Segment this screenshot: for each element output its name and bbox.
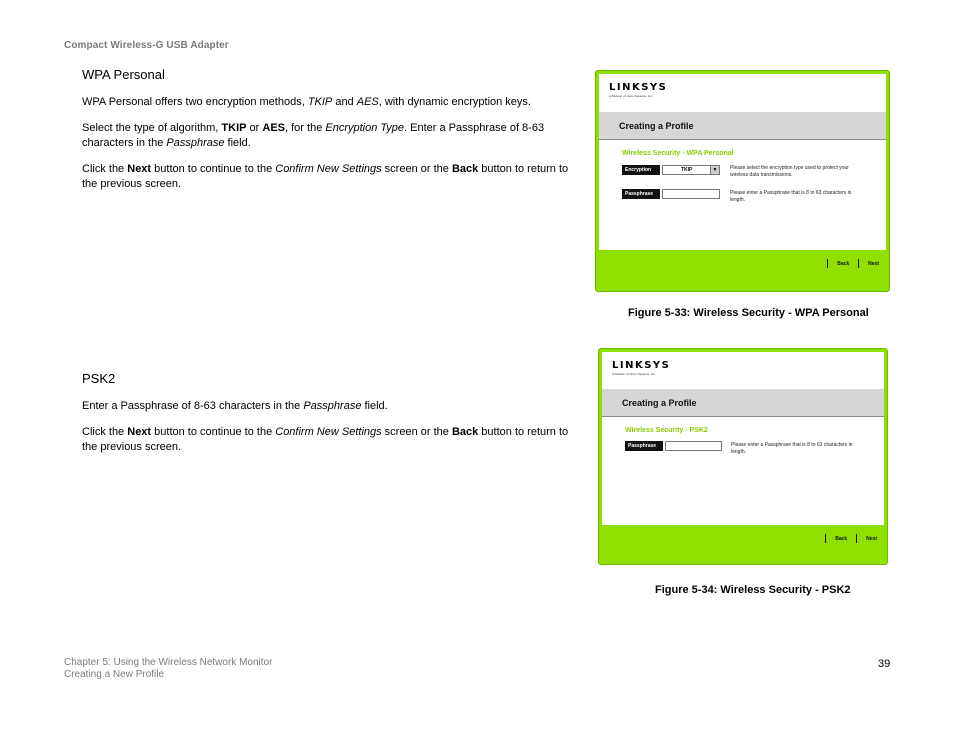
divider (856, 534, 857, 543)
running-header: Compact Wireless-G USB Adapter (64, 40, 229, 51)
profile-title-bar: Creating a Profile (599, 112, 886, 140)
wpa-paragraph-3: Click the Next button to continue to the Confirm New Settings screen or the Back button to return to the previous screen. (82, 163, 569, 190)
footer-section: Creating a New Profile (64, 669, 165, 680)
psk2-paragraph-1: Enter a Passphrase of 8-63 characters in the Passphrase field. (82, 400, 388, 412)
profile-title-bar: Creating a Profile (602, 389, 884, 417)
encryption-select[interactable]: TKIP ▼ (662, 165, 720, 175)
figure-5-33-caption: Figure 5-33: Wireless Security - WPA Personal (628, 307, 869, 319)
wpa-paragraph-2: Select the type of algorithm, TKIP or AES, for the Encryption Type. Enter a Passphrase of 8-63 characters in the Passphrase field. (82, 122, 545, 149)
passphrase-label: Passphrase (622, 189, 660, 199)
chevron-down-icon[interactable]: ▼ (710, 166, 719, 174)
wpa-personal-screenshot (595, 70, 890, 292)
nav-row (825, 534, 877, 543)
divider (825, 534, 826, 543)
next-button[interactable]: Next (866, 535, 877, 542)
encryption-help-text: Please select the encryption type used to protect your wireless data transmissions. (730, 165, 849, 178)
passphrase-label: Passphrase (625, 441, 663, 451)
psk2-heading: PSK2 (82, 371, 116, 386)
next-button[interactable]: Next (868, 260, 879, 267)
psk2-paragraph-2: Click the Next button to continue to the Confirm New Settings screen or the Back button to return to the previous screen. (82, 426, 569, 453)
divider (858, 259, 859, 268)
wpa-personal-heading: WPA Personal (82, 67, 165, 82)
psk2-screenshot (598, 348, 888, 565)
passphrase-input[interactable] (662, 189, 720, 199)
back-button[interactable]: Back (835, 535, 848, 542)
wpa-paragraph-1: WPA Personal offers two encryption methods, TKIP and AES, with dynamic encryption keys. (82, 96, 531, 108)
back-button[interactable]: Back (837, 260, 850, 267)
passphrase-input[interactable] (665, 441, 722, 451)
linksys-logo: LINKSYS A Division of Cisco Systems, Inc. (612, 360, 671, 376)
page-number: 39 (878, 658, 891, 670)
divider (827, 259, 828, 268)
psk2-section-title: Wireless Security - PSK2 (625, 427, 708, 434)
passphrase-help-text: Please enter a Passphrase that is 8 to 63 characters in length. (731, 442, 853, 455)
wpa-section-title: Wireless Security - WPA Personal (622, 150, 734, 157)
passphrase-help-text: Please enter a Passphrase that is 8 to 63 characters in length. (730, 190, 852, 203)
linksys-logo: LINKSYS A Division of Cisco Systems, Inc. (609, 82, 668, 98)
figure-5-34-caption: Figure 5-34: Wireless Security - PSK2 (655, 584, 851, 596)
footer-chapter: Chapter 5: Using the Wireless Network Monitor (64, 657, 273, 668)
nav-row (827, 259, 879, 268)
encryption-label: Encryption (622, 165, 660, 175)
